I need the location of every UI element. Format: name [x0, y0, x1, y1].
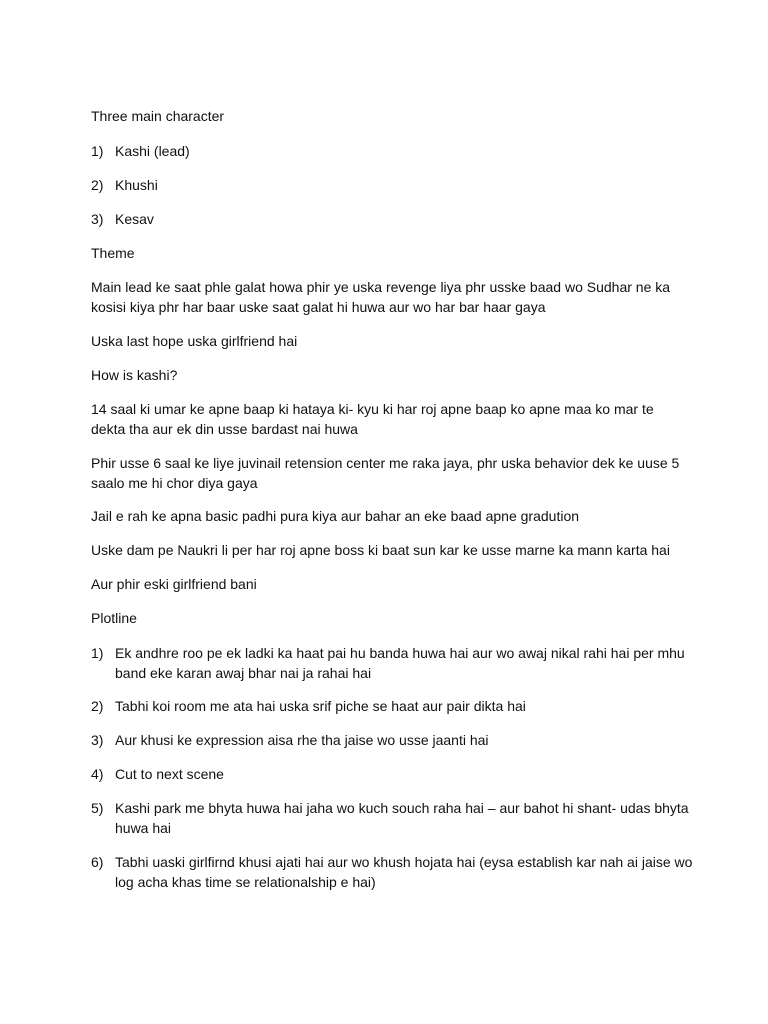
- list-text: Kesav: [115, 211, 154, 227]
- list-text: Tabhi koi room me ata hai uska srif piche se haat aur pair dikta hai: [115, 698, 526, 714]
- heading-kashi: How is kashi?: [91, 367, 178, 383]
- list-text: Tabhi uaski girlfirnd khusi ajati hai aur wo khush hojata hai (eysa establish kar nah ai jaise wo log acha khas time se relationalship e hai): [115, 854, 693, 890]
- list-text: Kashi park me bhyta huwa hai jaha wo kuch souch raha hai – aur bahot hi shant- udas bhyta huwa hai: [115, 800, 689, 836]
- kashi-paragraph: Jail e rah ke apna basic padhi pura kiya aur bahar an eke baad apne gradution: [91, 508, 580, 524]
- list-number: 2): [91, 177, 104, 193]
- list-number: 3): [91, 732, 104, 748]
- kashi-paragraph: Phir usse 6 saal ke liye juvinail retension center me raka jaya, phr uska behavior dek ke uuse 5 saalo me hi chor diya gaya: [91, 455, 680, 491]
- list-text: Khushi: [115, 177, 158, 193]
- hope-line: Uska last hope uska girlfriend hai: [91, 333, 298, 349]
- kashi-paragraph: Aur phir eski girlfriend bani: [91, 576, 257, 592]
- list-text: Ek andhre roo pe ek ladki ka haat pai hu banda huwa hai aur wo awaj nikal rahi hai per mhu band eke karan awaj bhar nai ja rahai hai: [115, 645, 685, 681]
- list-number: 5): [91, 800, 104, 816]
- heading-theme: Theme: [91, 245, 135, 261]
- list-number: 1): [91, 143, 104, 159]
- list-number: 2): [91, 698, 104, 714]
- list-number: 4): [91, 766, 104, 782]
- kashi-paragraph: Uske dam pe Naukri li per har roj apne boss ki baat sun kar ke usse marne ka mann karta hai: [91, 542, 670, 558]
- heading-plotline: Plotline: [91, 610, 137, 626]
- list-text: Cut to next scene: [115, 766, 224, 782]
- list-text: Kashi (lead): [115, 143, 190, 159]
- list-number: 1): [91, 645, 104, 661]
- list-text: Aur khusi ke expression aisa rhe tha jaise wo usse jaanti hai: [115, 732, 489, 748]
- heading-characters: Three main character: [91, 108, 225, 124]
- list-number: 6): [91, 854, 104, 870]
- list-number: 3): [91, 211, 104, 227]
- theme-paragraph: Main lead ke saat phle galat howa phir ye uska revenge liya phr usske baad wo Sudhar ne ka kosisi kiya phr har baar uske saat galat hi huwa aur wo har bar haar gaya: [91, 279, 671, 315]
- kashi-paragraph: 14 saal ki umar ke apne baap ki hataya ki- kyu ki har roj apne baap ko apne maa ko mar te dekta tha aur ek din usse bardast nai huwa: [91, 401, 654, 437]
